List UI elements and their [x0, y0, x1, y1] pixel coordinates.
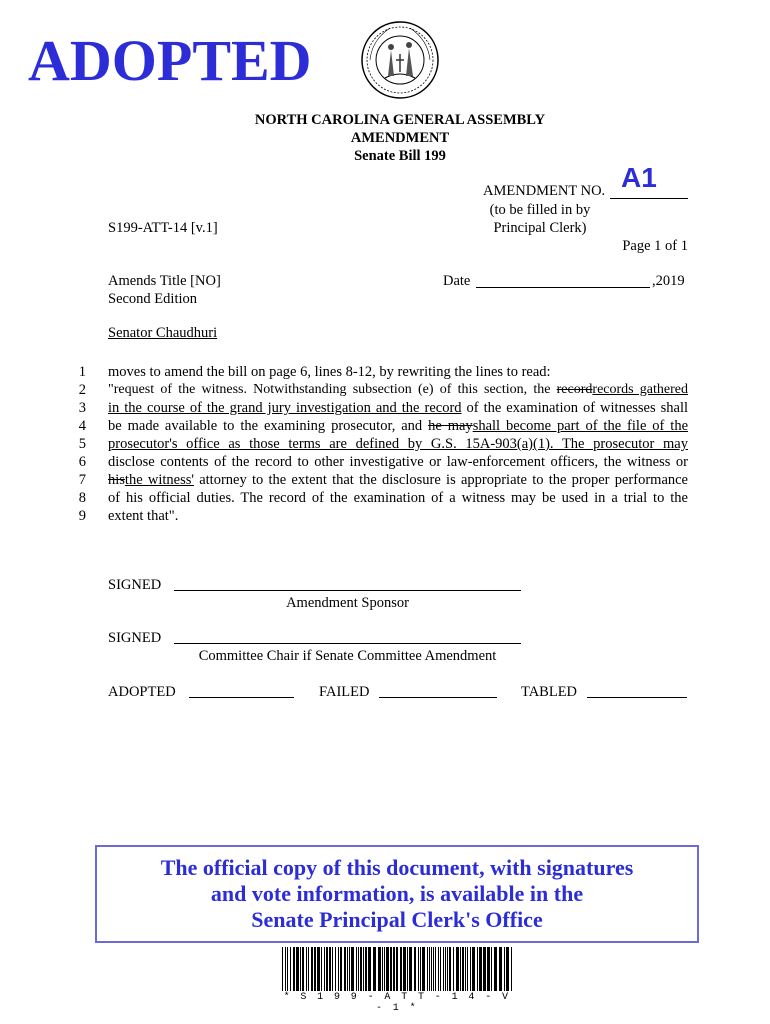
official-line-3: Senate Principal Clerk's Office [251, 907, 543, 932]
body-line-3 [108, 400, 688, 417]
signed-label: SIGNED [108, 577, 162, 593]
body-text: be made available to the examining prosecutor, and [108, 418, 429, 434]
sponsor-caption: Amendment Sponsor [286, 595, 409, 611]
edition: Second Edition [108, 291, 198, 307]
line-number: 3 [78, 400, 86, 416]
failed-label: FAILED [319, 684, 370, 700]
body-line-9: extent that". [108, 508, 179, 524]
tabled-line [587, 697, 687, 698]
line-number: 4 [78, 418, 86, 434]
official-line-1: The official copy of this document, with signatures [160, 855, 634, 880]
signed-label: SIGNED [108, 630, 162, 646]
body-line-8: of his official duties. The record of the examination of a witness may be used in a trial to the [108, 490, 688, 506]
page-number: Page 1 of 1 [622, 238, 688, 254]
body-line-7 [108, 472, 688, 489]
amends-title: Amends Title [NO] [108, 273, 221, 289]
barcode-text: * S 1 9 9 - A T T - 1 4 - V - 1 * [283, 992, 511, 1014]
fill-note [480, 201, 600, 237]
body-line-1: moves to amend the bill on page 6, lines 8-12, by rewriting the lines to read: [108, 364, 551, 380]
adopted-label: ADOPTED [108, 684, 176, 700]
senator-name: Senator Chaudhuri [108, 325, 218, 341]
date-year: ,2019 [652, 273, 685, 289]
line-number: 5 [78, 436, 86, 452]
body-text: attorney to the extent that the disclosure is appropriate to the proper performance [193, 472, 688, 488]
official-copy-notice [95, 855, 699, 933]
state-seal-icon [360, 20, 440, 100]
assembly-heading: NORTH CAROLINA GENERAL ASSEMBLY [254, 112, 546, 128]
body-line-5: prosecutor's office as those terms are defined by G.S. 15A-903(a)(1). The prosecutor may [108, 436, 688, 452]
body-line-4 [108, 418, 688, 435]
inserted-text: records gathered [592, 382, 688, 397]
fill-note-line-2: Principal Clerk) [493, 220, 587, 236]
tabled-label: TABLED [521, 684, 578, 700]
deleted-text: his [108, 472, 125, 488]
deleted-text: record [556, 382, 593, 397]
sponsor-signature-line [174, 590, 521, 591]
failed-line [379, 697, 497, 698]
date-line [476, 287, 650, 288]
line-number: 1 [78, 364, 86, 380]
inserted-text: in the course of the grand jury investigation and the record [108, 400, 462, 416]
body-text: "request of the witness. Notwithstanding subsection (e) of this section, the [108, 382, 557, 397]
line-number: 8 [78, 490, 86, 506]
amendment-number-label: AMENDMENT NO. [483, 183, 606, 199]
line-number: 9 [78, 508, 86, 524]
inserted-text: shall become part of the file of the [472, 418, 689, 434]
line-number: 2 [78, 382, 86, 398]
line-number: 6 [78, 454, 86, 470]
inserted-text: the witness' [124, 472, 194, 488]
chair-signature-line [174, 643, 521, 644]
amendment-number-value: A1 [621, 162, 657, 193]
body-text: of the examination of witnesses shall [461, 400, 688, 416]
bill-heading: Senate Bill 199 [354, 148, 446, 164]
body-line-2 [108, 382, 688, 398]
adopted-line [189, 697, 294, 698]
body-line-6: disclose contents of the record to other investigative or law-enforcement officers, the witness or [108, 454, 688, 470]
date-label: Date [443, 273, 471, 289]
adopted-stamp: ADOPTED [28, 28, 312, 93]
official-line-2: and vote information, is available in the [210, 881, 584, 906]
barcode-icon [282, 947, 512, 991]
deleted-text: he may [428, 418, 473, 434]
amendment-heading: AMENDMENT [350, 130, 450, 146]
document-id: S199-ATT-14 [v.1] [108, 220, 218, 236]
fill-note-line-1: (to be filled in by [489, 202, 591, 218]
chair-caption: Committee Chair if Senate Committee Amendment [198, 648, 497, 664]
amendment-number-line [610, 198, 688, 199]
line-number: 7 [78, 472, 86, 488]
